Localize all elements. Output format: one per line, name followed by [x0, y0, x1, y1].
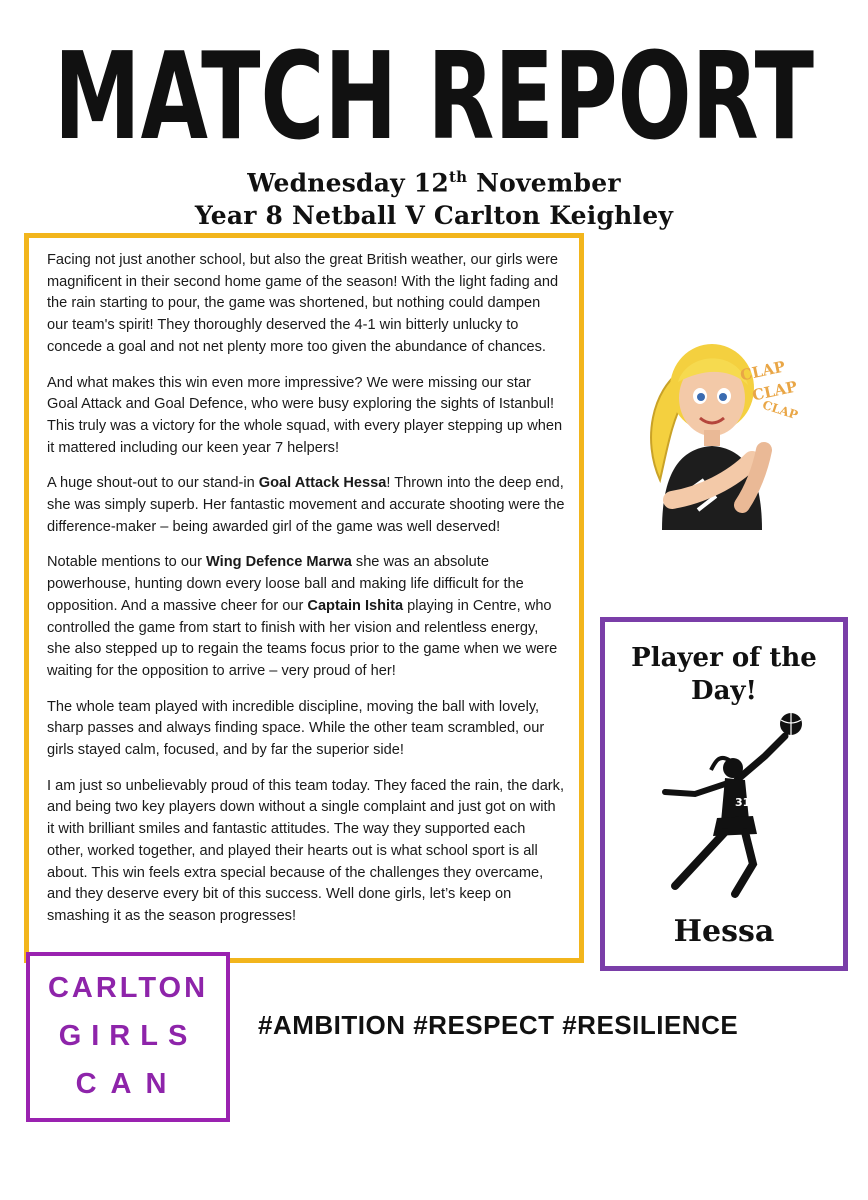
- title-text: MATCH REPORT: [54, 40, 815, 152]
- fixture-title: Year 8 Netball V Carlton Keighley: [194, 201, 674, 230]
- player-name: Hessa: [673, 914, 775, 949]
- paragraph-2: And what makes this win even more impressive? We were missing our star Goal Attack and Goal Defence, who were busy exploring the sights of Istanbul! This truly was a victory for the whole squad, with every player stepping up when it mattered including our keen year 7 helpers!: [47, 374, 563, 456]
- jersey-number: 31: [735, 796, 751, 809]
- clap-text: CLAP: [738, 357, 787, 385]
- paragraph-5: The whole team played with incredible discipline, moving the ball with lovely, sharp passes and always finding space. While the other team scrambled, our girls stayed calm, focused, and by far the superior side!: [47, 698, 545, 759]
- carlton-girls-can-badge: [26, 952, 230, 1122]
- page-title: [52, 40, 816, 152]
- clap-text: CLAP: [760, 397, 800, 423]
- badge-line: CAN: [75, 1068, 181, 1100]
- paragraph-4: Notable mentions to our Wing Defence Marwa she was an absolute powerhouse, hunting down every loose ball and making life difficult for the opposition. And a massive cheer for our Captain Ishita playing in Centre, who controlled the game from start to finish with her vision and relentless energy, she also stepped up to regain the teams focus prior to the game when we were waiting for the opposition to arrive – very proud of her!: [47, 554, 558, 679]
- hashtags: #AMBITION #RESPECT #RESILIENCE: [258, 1010, 739, 1040]
- player-of-the-day-title: Player of the Day!: [631, 643, 817, 706]
- badge-line: CARLTON: [47, 972, 209, 1004]
- clapping-avatar-image: [612, 330, 822, 540]
- player-of-the-day-card: [600, 617, 848, 971]
- paragraph-3: A huge shout-out to our stand-in Goal Attack Hessa! Thrown into the deep end, she was simply superb. Her fantastic movement and accurate shooting were the difference-maker – being awarded girl of the game was well deserved!: [47, 475, 565, 535]
- clap-text: CLAP: [750, 377, 799, 405]
- match-date: Wednesday 12th November: [247, 168, 621, 198]
- paragraph-6: I am just so unbelievably proud of this team today. They faced the rain, the dark, and being two key players down without a single complaint and just got on with it with brilliant smiles and fantastic attitudes. The way they supported each other, worked together, and played their hearts out is what school sport is all about. This win feels extra special because of the challenges they overcame, and they deserve every bit of this success. Well done girls, let’s keep on smashing it as the season progresses!: [47, 777, 565, 924]
- match-report-article: [24, 233, 584, 963]
- netball-player-silhouette-icon: [645, 710, 805, 900]
- badge-line: GIRLS: [58, 1020, 198, 1052]
- paragraph-1: Facing not just another school, but also the great British weather, our girls were magnificent in their second home game of the season! With the light fading and the rain starting to pour, the game was shortened, but nothing could dampen our team's spirit! They thoroughly deserved the 4-1 win bitterly unlucky to concede a goal and not net plenty more too given the abundance of chances.: [47, 252, 559, 355]
